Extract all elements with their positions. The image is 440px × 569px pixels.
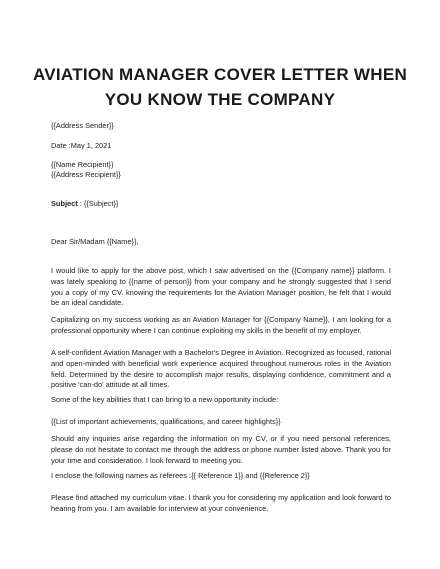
address-sender: {{Address Sender}} (51, 121, 114, 130)
subject-line (51, 199, 118, 209)
paragraph-capitalizing: Capitalizing on my success working as an Aviation Manager for {{Company Name}}, I am looking for a professional opportunity where I can continue exploiting my skills in the benefit of my employer. (51, 315, 391, 335)
address-recipient: {{Address Recipient}} (51, 170, 121, 179)
paragraph-intro: I would like to apply for the above post, which I saw advertised on the {{Company name}} platform. I was lately speaking to {{name of person}} from your company and he strongly suggested that I send you a copy of my CV. knowing the requirements for the Aviation Manager position, he felt that I would be an ideal candidate. (51, 266, 391, 308)
title-line-1: AVIATION MANAGER COVER LETTER WHEN (32, 65, 408, 84)
subject-value: : {{Subject}} (79, 199, 119, 208)
paragraph-achievements: {{List of important achievements, qualifications, and career highlights}} (51, 417, 281, 426)
document-title (20, 62, 420, 112)
subject-label: Subject (51, 199, 78, 208)
letter-date: Date :May 1, 2021 (51, 141, 112, 150)
paragraph-referees: I enclose the following names as referees :{{ Reference 1}} and {{Reference 2}} (51, 471, 310, 480)
paragraph-profile: A self-confident Aviation Manager with a Bachelor's Degree in Aviation. Recognized as focused, rational and open-minded with beneficial work experience acquired throughout numerous roles in the Aviation field. Determined by the desire to accomplish major results, displaying confidence, commitment and a positive 'can-do' attitude at all times. (51, 348, 391, 390)
name-recipient: {{Name Recipient}} (51, 160, 114, 169)
paragraph-inquiries: Should any inquiries arise regarding the information on my CV, or if you need personal references, please do not hesitate to contact me through the address or phone number listed above. Thank you for your time and consideration. I look forward to meeting you. (51, 434, 391, 465)
title-line-2: YOU KNOW THE COMPANY (104, 90, 336, 109)
paragraph-closing: Please find attached my curriculum vitae. I thank you for considering my application and look forward to hearing from you. I am available for interview at your convenience. (51, 493, 391, 513)
paragraph-key-abilities: Some of the key abilities that I can bring to a new opportunity include: (51, 395, 279, 404)
salutation: Dear Sir/Madam {{Name}}, (51, 237, 139, 246)
